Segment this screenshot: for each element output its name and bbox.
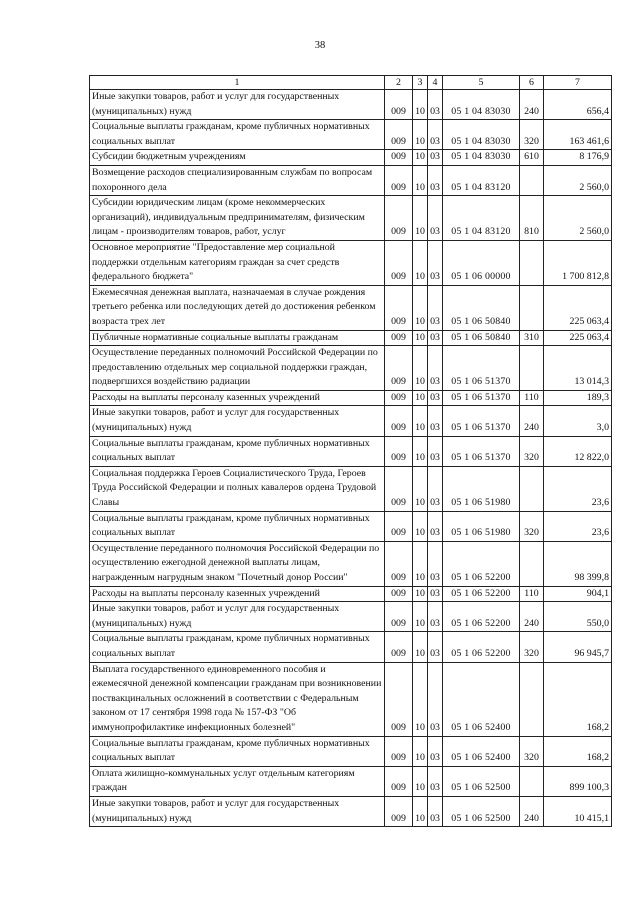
expense-type-code: 240 (520, 796, 544, 826)
ministry-code: 009 (385, 330, 413, 346)
amount: 168,2 (544, 736, 612, 766)
amount: 225 063,4 (544, 330, 612, 346)
table-row (90, 766, 612, 796)
ministry-code: 009 (385, 511, 413, 541)
target-article-code: 05 1 06 52500 (443, 796, 520, 826)
target-article-code: 05 1 06 52200 (443, 632, 520, 662)
ministry-code: 009 (385, 120, 413, 150)
section-code: 10 (413, 406, 428, 436)
subsection-code: 03 (428, 150, 443, 166)
expense-type-code (520, 541, 544, 586)
expense-type-code: 320 (520, 436, 544, 466)
row-description: Социальная поддержка Героев Социалистического Труда, Героев Труда Российской Федерации и полных кавалеров ордена Трудовой Славы (90, 466, 385, 511)
ministry-code: 009 (385, 632, 413, 662)
section-code: 10 (413, 736, 428, 766)
subsection-code: 03 (428, 120, 443, 150)
section-code: 10 (413, 436, 428, 466)
expense-type-code: 240 (520, 406, 544, 436)
ministry-code: 009 (385, 196, 413, 241)
page-number: 38 (314, 40, 326, 51)
expense-type-code: 310 (520, 330, 544, 346)
expense-type-code: 240 (520, 90, 544, 120)
row-description: Субсидии бюджетным учреждениям (90, 150, 385, 166)
section-code: 10 (413, 390, 428, 406)
target-article-code: 05 1 04 83030 (443, 150, 520, 166)
ministry-code: 009 (385, 766, 413, 796)
amount: 98 399,8 (544, 541, 612, 586)
subsection-code: 03 (428, 240, 443, 285)
ministry-code: 009 (385, 586, 413, 602)
subsection-code: 03 (428, 466, 443, 511)
section-code: 10 (413, 120, 428, 150)
section-code: 10 (413, 90, 428, 120)
section-code: 10 (413, 796, 428, 826)
row-description: Субсидии юридическим лицам (кроме некоммерческих организаций), индивидуальным предпринимателям, физическим лицам - производителям товаров, работ, услуг (90, 196, 385, 241)
subsection-code: 03 (428, 436, 443, 466)
amount: 163 461,6 (544, 120, 612, 150)
section-code: 10 (413, 150, 428, 166)
amount: 3,0 (544, 406, 612, 436)
budget-table (89, 75, 612, 827)
table-row (90, 120, 612, 150)
subsection-code: 03 (428, 285, 443, 330)
subsection-code: 03 (428, 330, 443, 346)
expense-type-code: 320 (520, 736, 544, 766)
table-row (90, 285, 612, 330)
amount: 10 415,1 (544, 796, 612, 826)
row-description: Основное мероприятие "Предоставление мер социальной поддержки отдельным категориям граждан за счет средств федерального бюджета" (90, 240, 385, 285)
amount: 2 560,0 (544, 196, 612, 241)
expense-type-code: 320 (520, 511, 544, 541)
table-row (90, 165, 612, 195)
section-code: 10 (413, 285, 428, 330)
ministry-code: 009 (385, 796, 413, 826)
section-code: 10 (413, 196, 428, 241)
table-row (90, 632, 612, 662)
target-article-code: 05 1 06 51370 (443, 346, 520, 391)
target-article-code: 05 1 06 52400 (443, 736, 520, 766)
amount: 96 945,7 (544, 632, 612, 662)
ministry-code: 009 (385, 736, 413, 766)
column-header: 6 (520, 76, 544, 90)
row-description: Публичные нормативные социальные выплаты гражданам (90, 330, 385, 346)
expense-type-code (520, 240, 544, 285)
target-article-code: 05 1 06 52400 (443, 662, 520, 736)
row-description: Расходы на выплаты персоналу казенных учреждений (90, 586, 385, 602)
table-row (90, 511, 612, 541)
amount: 23,6 (544, 511, 612, 541)
ministry-code: 009 (385, 165, 413, 195)
expense-type-code: 320 (520, 632, 544, 662)
row-description: Выплата государственного единовременного пособия и ежемесячной денежной компенсации гражданам при возникновении поствакцинальных осложнений в соответствии с Федеральным законом от 17 сентября 1998 года № 157-ФЗ "Об иммунопрофилактике инфекционных болезней" (90, 662, 385, 736)
target-article-code: 05 1 06 52200 (443, 541, 520, 586)
table-row (90, 330, 612, 346)
target-article-code: 05 1 06 51370 (443, 390, 520, 406)
column-header: 5 (443, 76, 520, 90)
column-header: 4 (428, 76, 443, 90)
subsection-code: 03 (428, 541, 443, 586)
section-code: 10 (413, 541, 428, 586)
row-description: Иные закупки товаров, работ и услуг для государственных (муниципальных) нужд (90, 406, 385, 436)
expense-type-code (520, 766, 544, 796)
section-code: 10 (413, 165, 428, 195)
subsection-code: 03 (428, 586, 443, 602)
row-description: Расходы на выплаты персоналу казенных учреждений (90, 390, 385, 406)
ministry-code: 009 (385, 436, 413, 466)
table-row (90, 736, 612, 766)
column-header: 1 (90, 76, 385, 90)
table-row (90, 796, 612, 826)
row-description: Осуществление переданного полномочия Российской Федерации по осуществлению ежегодной денежной выплаты лицам, награжденным нагрудным знаком "Почетный донор России" (90, 541, 385, 586)
section-code: 10 (413, 511, 428, 541)
ministry-code: 009 (385, 541, 413, 586)
target-article-code: 05 1 04 83120 (443, 165, 520, 195)
target-article-code: 05 1 06 00000 (443, 240, 520, 285)
amount: 189,3 (544, 390, 612, 406)
expense-type-code: 610 (520, 150, 544, 166)
amount: 656,4 (544, 90, 612, 120)
row-description: Ежемесячная денежная выплата, назначаемая в случае рождения третьего ребенка или последующих детей до достижения ребенком возраста трех лет (90, 285, 385, 330)
expense-type-code: 810 (520, 196, 544, 241)
amount: 12 822,0 (544, 436, 612, 466)
amount: 1 700 812,8 (544, 240, 612, 285)
target-article-code: 05 1 04 83120 (443, 196, 520, 241)
subsection-code: 03 (428, 602, 443, 632)
section-code: 10 (413, 346, 428, 391)
amount: 904,1 (544, 586, 612, 602)
amount: 8 176,9 (544, 150, 612, 166)
table-row (90, 406, 612, 436)
table-row (90, 586, 612, 602)
row-description: Иные закупки товаров, работ и услуг для государственных (муниципальных) нужд (90, 796, 385, 826)
row-description: Социальные выплаты гражданам, кроме публичных нормативных социальных выплат (90, 511, 385, 541)
ministry-code: 009 (385, 390, 413, 406)
table-header-row (90, 76, 612, 90)
section-code: 10 (413, 586, 428, 602)
ministry-code: 009 (385, 602, 413, 632)
column-header: 3 (413, 76, 428, 90)
section-code: 10 (413, 240, 428, 285)
expense-type-code (520, 285, 544, 330)
expense-type-code: 240 (520, 602, 544, 632)
ministry-code: 009 (385, 662, 413, 736)
amount: 23,6 (544, 466, 612, 511)
subsection-code: 03 (428, 90, 443, 120)
expense-type-code (520, 165, 544, 195)
table-row (90, 150, 612, 166)
amount: 2 560,0 (544, 165, 612, 195)
table-row (90, 436, 612, 466)
row-description: Социальные выплаты гражданам, кроме публичных нормативных социальных выплат (90, 436, 385, 466)
target-article-code: 05 1 06 50840 (443, 330, 520, 346)
subsection-code: 03 (428, 346, 443, 391)
row-description: Иные закупки товаров, работ и услуг для государственных (муниципальных) нужд (90, 90, 385, 120)
column-header: 2 (385, 76, 413, 90)
table-row (90, 390, 612, 406)
table-row (90, 196, 612, 241)
subsection-code: 03 (428, 390, 443, 406)
target-article-code: 05 1 06 52200 (443, 586, 520, 602)
target-article-code: 05 1 06 51980 (443, 466, 520, 511)
ministry-code: 009 (385, 406, 413, 436)
subsection-code: 03 (428, 632, 443, 662)
expense-type-code (520, 662, 544, 736)
row-description: Оплата жилищно-коммунальных услуг отдельным категориям граждан (90, 766, 385, 796)
expense-type-code: 320 (520, 120, 544, 150)
table-row (90, 466, 612, 511)
ministry-code: 009 (385, 90, 413, 120)
target-article-code: 05 1 06 51980 (443, 511, 520, 541)
target-article-code: 05 1 06 51370 (443, 406, 520, 436)
column-header: 7 (544, 76, 612, 90)
amount: 550,0 (544, 602, 612, 632)
row-description: Иные закупки товаров, работ и услуг для государственных (муниципальных) нужд (90, 602, 385, 632)
table-row (90, 90, 612, 120)
subsection-code: 03 (428, 796, 443, 826)
ministry-code: 009 (385, 150, 413, 166)
row-description: Социальные выплаты гражданам, кроме публичных нормативных социальных выплат (90, 632, 385, 662)
expense-type-code (520, 466, 544, 511)
table-row (90, 602, 612, 632)
section-code: 10 (413, 662, 428, 736)
expense-type-code: 110 (520, 586, 544, 602)
amount: 168,2 (544, 662, 612, 736)
subsection-code: 03 (428, 662, 443, 736)
target-article-code: 05 1 06 50840 (443, 285, 520, 330)
subsection-code: 03 (428, 196, 443, 241)
amount: 225 063,4 (544, 285, 612, 330)
target-article-code: 05 1 04 83030 (443, 90, 520, 120)
ministry-code: 009 (385, 466, 413, 511)
target-article-code: 05 1 06 52200 (443, 602, 520, 632)
subsection-code: 03 (428, 766, 443, 796)
section-code: 10 (413, 766, 428, 796)
subsection-code: 03 (428, 406, 443, 436)
subsection-code: 03 (428, 511, 443, 541)
subsection-code: 03 (428, 736, 443, 766)
target-article-code: 05 1 04 83030 (443, 120, 520, 150)
target-article-code: 05 1 06 51370 (443, 436, 520, 466)
ministry-code: 009 (385, 240, 413, 285)
ministry-code: 009 (385, 346, 413, 391)
section-code: 10 (413, 330, 428, 346)
section-code: 10 (413, 632, 428, 662)
row-description: Осуществление переданных полномочий Российской Федерации по предоставлению отдельных мер социальной поддержки граждан, подвергшихся воздействию радиации (90, 346, 385, 391)
expense-type-code: 110 (520, 390, 544, 406)
table-row (90, 346, 612, 391)
expense-type-code (520, 346, 544, 391)
table-row (90, 240, 612, 285)
section-code: 10 (413, 602, 428, 632)
subsection-code: 03 (428, 165, 443, 195)
row-description: Возмещение расходов специализированным службам по вопросам похоронного дела (90, 165, 385, 195)
section-code: 10 (413, 466, 428, 511)
ministry-code: 009 (385, 285, 413, 330)
row-description: Социальные выплаты гражданам, кроме публичных нормативных социальных выплат (90, 120, 385, 150)
row-description: Социальные выплаты гражданам, кроме публичных нормативных социальных выплат (90, 736, 385, 766)
target-article-code: 05 1 06 52500 (443, 766, 520, 796)
amount: 899 100,3 (544, 766, 612, 796)
table-row (90, 662, 612, 736)
table-row (90, 541, 612, 586)
amount: 13 014,3 (544, 346, 612, 391)
